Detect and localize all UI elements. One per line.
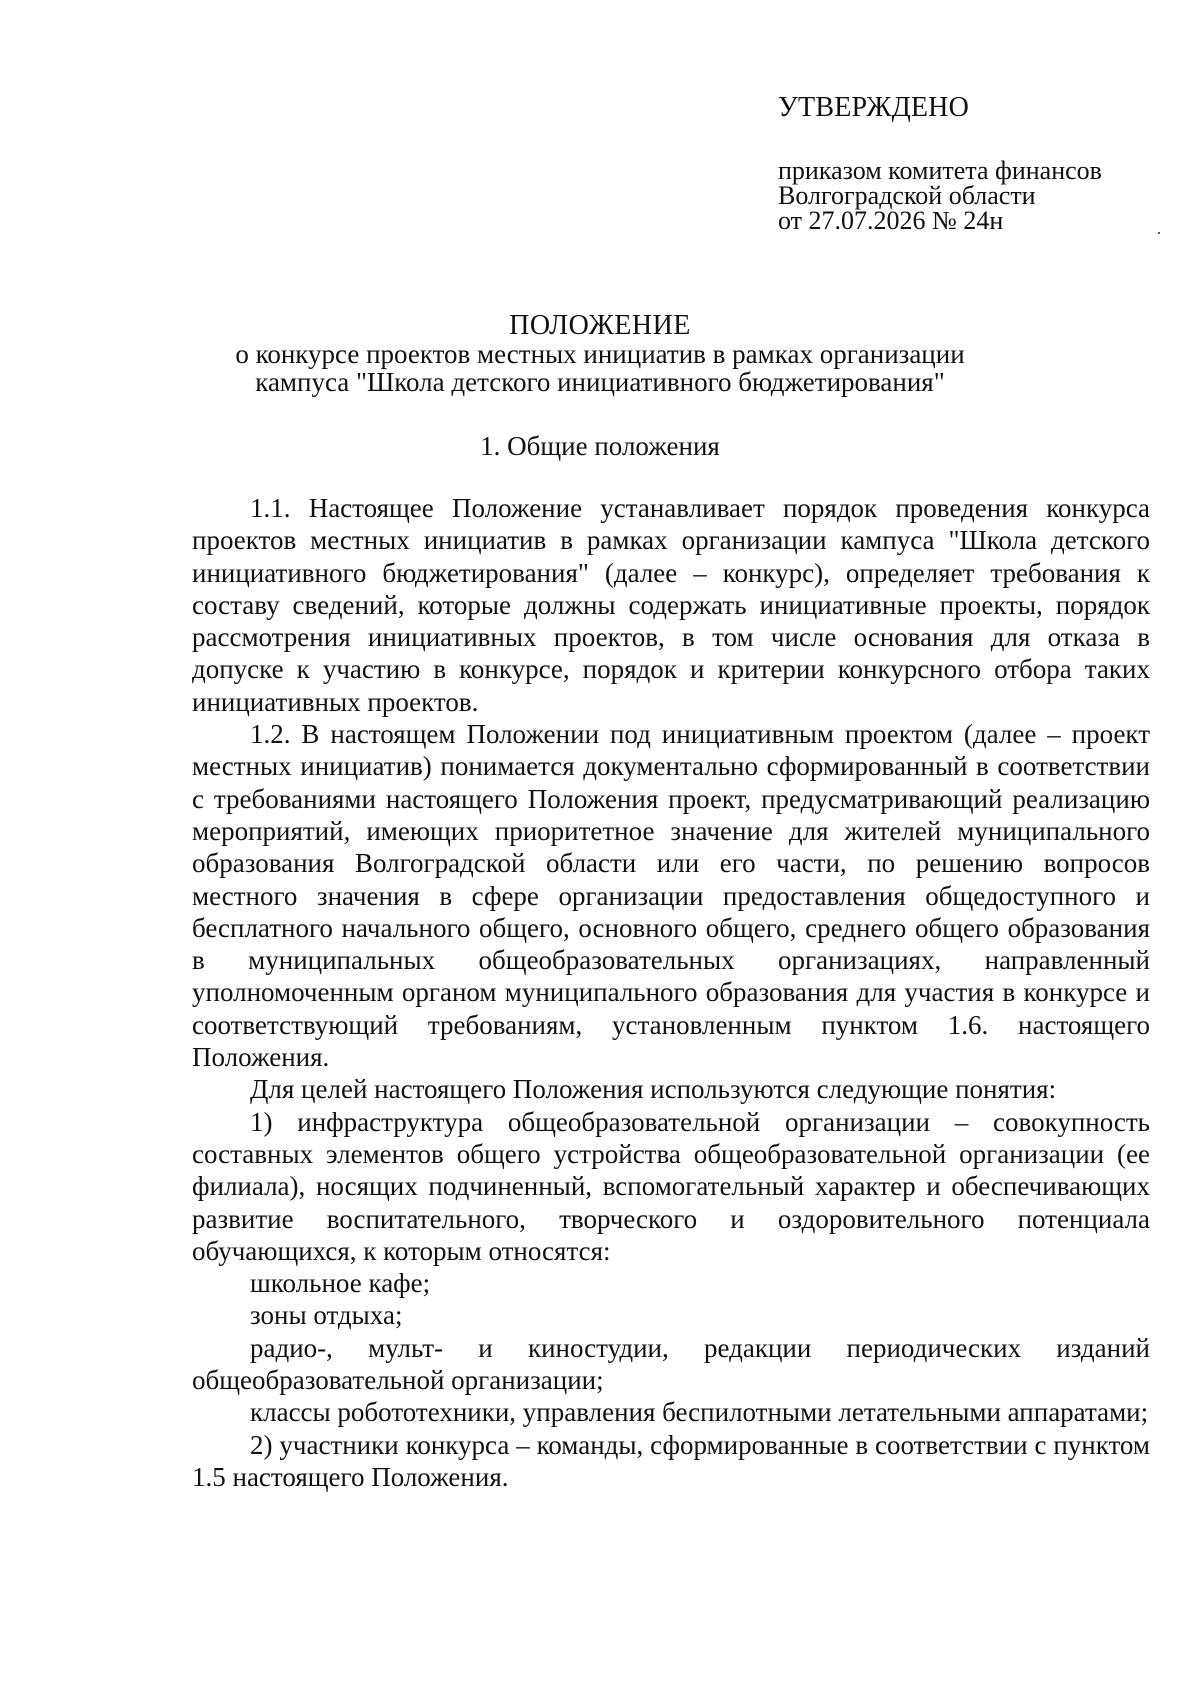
approval-block	[778, 92, 1178, 233]
list-item-cafe: школьное кафе;	[250, 1268, 431, 1299]
term-item-1: 1) инфраструктура общеобразовательной организации – совокупность составных элементов общего устройства общеобразовательной организации (ее филиала), носящих подчиненный, вспомогательный характер и обеспечивающих развитие воспитательного, творческого и оздоровительного потенциала обучающихся, к которым относятся:	[192, 1106, 1150, 1266]
approval-line-1: приказом комитета финансов	[778, 156, 1102, 185]
title-line-1: ПОЛОЖЕНИЕ	[509, 310, 691, 341]
terms-intro: Для целей настоящего Положения используются следующие понятия:	[250, 1074, 1057, 1105]
list-item-rest-zones: зоны отдыха;	[250, 1300, 403, 1331]
title-line-3: кампуса "Школа детского инициативного бюджетирования"	[255, 367, 945, 397]
approval-line-3: от 27.07.2026 № 24н	[778, 206, 1004, 235]
title-line-2: о конкурсе проектов местных инициатив в рамках организации	[235, 339, 965, 369]
term-item-2: 2) участники конкурса – команды, сформированные в соответствии с пунктом 1.5 настоящего Положения.	[192, 1429, 1150, 1492]
paragraph-1-2: 1.2. В настоящем Положении под инициативным проектом (далее – проект местных инициатив) понимается документально сформированный в соответствии с требованиями настоящего Положения проект, предусматривающий реализацию мероприятий, имеющих приоритетное значение для жителей муниципального образования Волгоградской области или его части, по решению вопросов местного значения в сфере организации предоставления общедоступного и бесплатного начального общего, основного общего, среднего общего образования в муниципальных общеобразовательных организациях, направленный уполномоченным органом муниципального образования для участия в конкурсе и соответствующий требованиям, установленным пунктом 1.6. настоящего Положения.	[192, 719, 1150, 1073]
paragraph-1-1: 1.1. Настоящее Положение устанавливает порядок проведения конкурса проектов местных инициатив в рамках организации кампуса "Школа детского инициативного бюджетирования" (далее – конкурс), определяет требования к составу сведений, которые должны содержать инициативные проекты, порядок рассмотрения инициативных проектов, в том числе основания для отказа в допуске к участию в конкурсе, порядок и критерии конкурсного отбора таких инициативных проектов.	[192, 493, 1150, 717]
scan-speck	[1158, 232, 1160, 234]
document-title	[0, 312, 1200, 396]
list-item-studios: радио-, мульт- и киностудии, редакции периодических изданий общеобразовательной организации;	[192, 1332, 1150, 1396]
approval-label: УТВЕРЖДЕНО	[778, 92, 970, 123]
section-heading: 1. Общие положения	[480, 431, 720, 461]
list-item-robotics: классы робототехники, управления беспилотными летательными аппаратами;	[250, 1397, 1149, 1428]
approval-line-2: Волгоградской области	[778, 181, 1036, 210]
document-body	[192, 492, 1150, 1493]
